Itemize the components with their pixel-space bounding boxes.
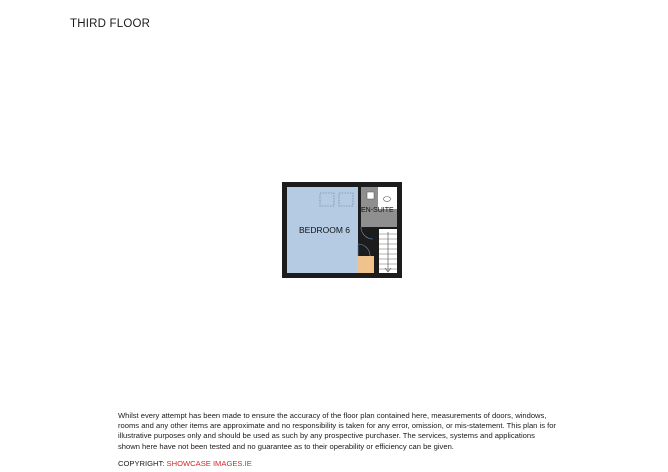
floor-plan-drawing (282, 182, 402, 278)
toilet-icon (384, 197, 391, 202)
landing-floor (358, 256, 374, 273)
floor-plan (282, 182, 402, 278)
copyright-prefix: COPYRIGHT: (118, 459, 167, 468)
basin-icon (367, 192, 374, 199)
copyright-brand: SHOWCASE IMAGES.IE (166, 459, 252, 468)
ensuite-label: EN-SUITE (361, 207, 394, 214)
floor-title: THIRD FLOOR (70, 18, 151, 30)
disclaimer-text: Whilst every attempt has been made to ensure the accuracy of the floor plan contained here, measurements of doors, windows, rooms and any other items are approximate and no responsibility is taken for any error, omission, or mis-statement. This plan is for illustrative purposes only and should be used as such by any prospective purchaser. The services, systems and applications shown here have not been tested and no guarantee as to their operability or efficiency can be given. (118, 411, 556, 451)
bedroom-label: BEDROOM 6 (299, 225, 351, 235)
copyright-line (118, 459, 252, 468)
stair-partition (374, 227, 377, 273)
